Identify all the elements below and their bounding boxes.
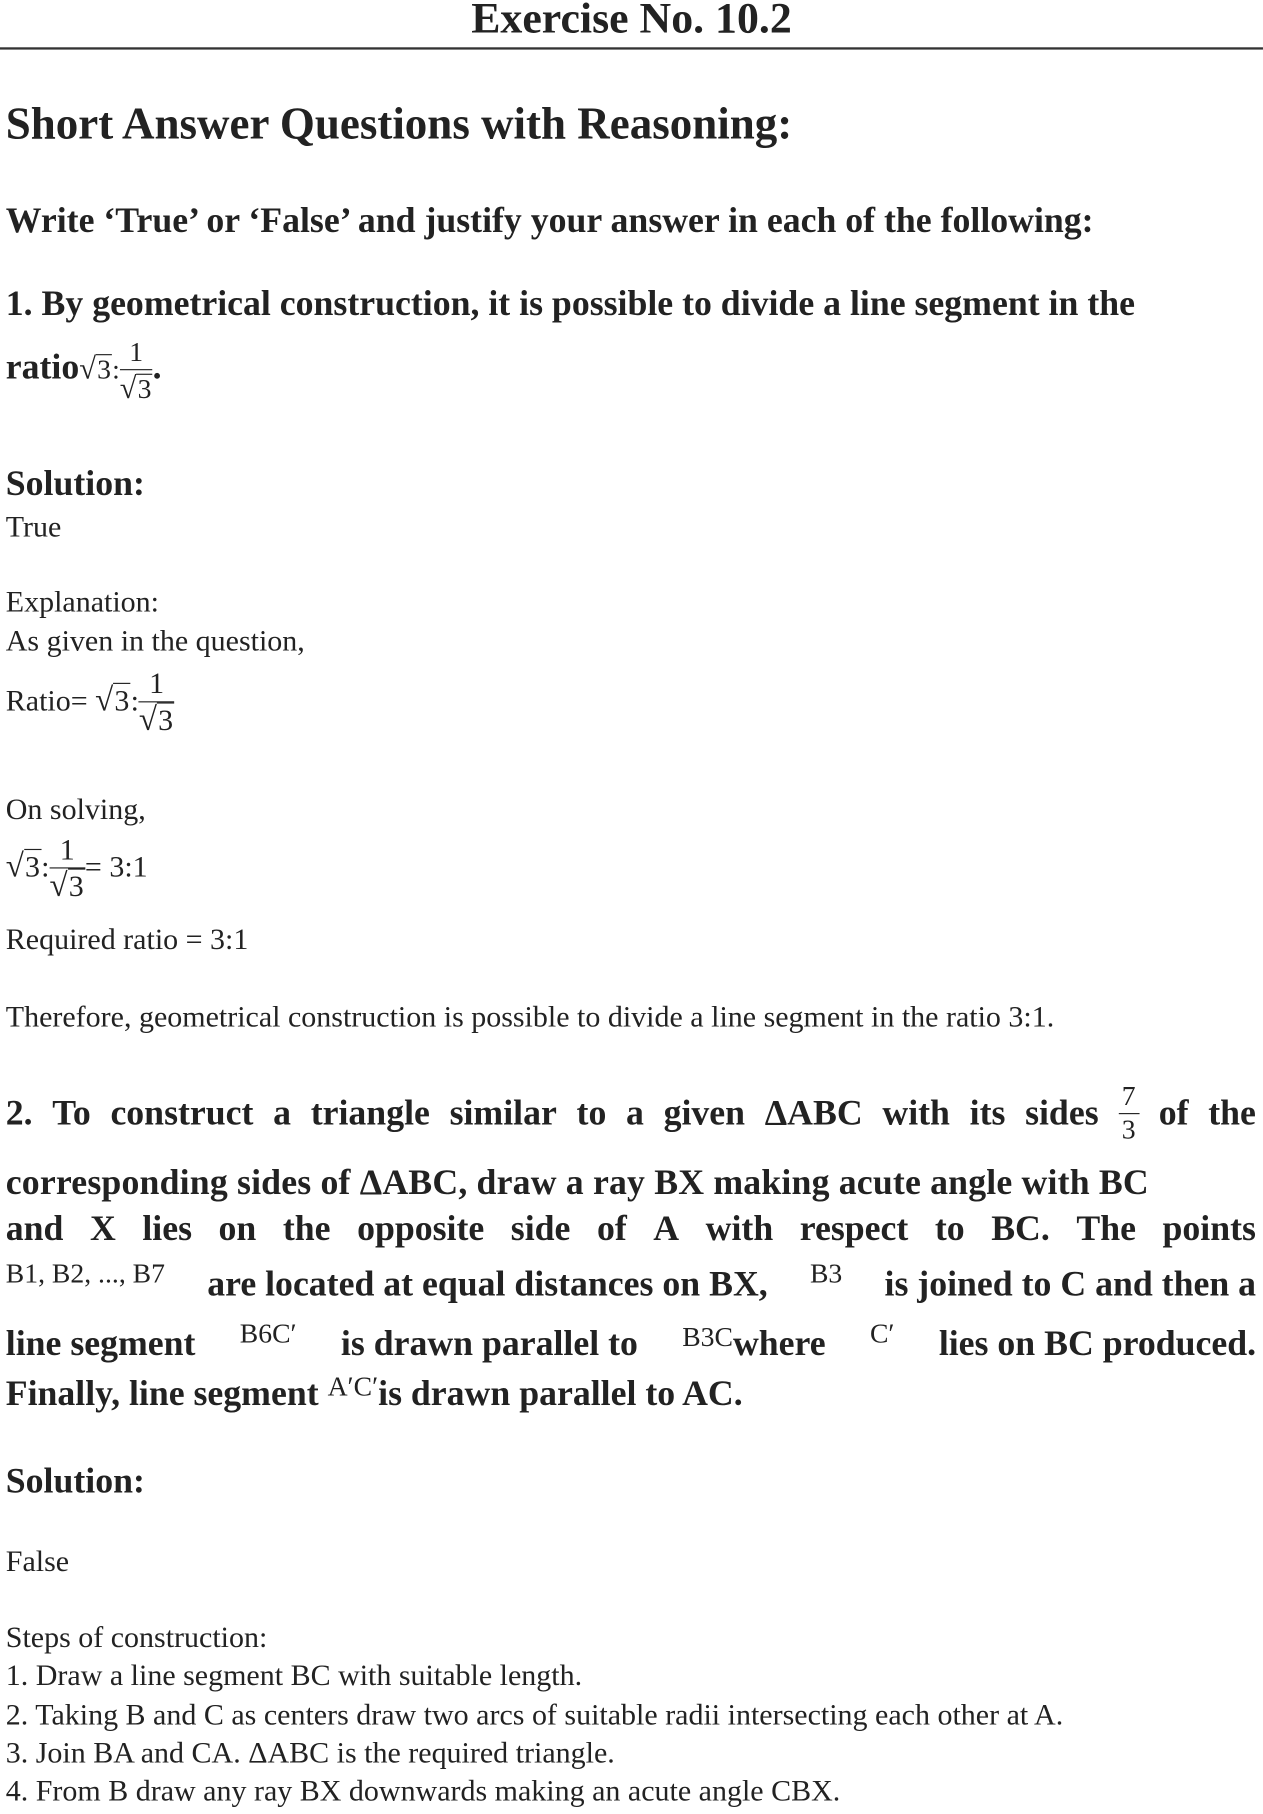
q1-explanation-label: Explanation: bbox=[5, 584, 160, 619]
q2-steps-label: Steps of construction: bbox=[5, 1620, 268, 1654]
q2-line3: and X lies on the opposite side of A with respect to BC. The points bbox=[5, 1207, 1256, 1248]
q2-line2: corresponding sides of ΔABC, draw a ray BX making acute angle with BC bbox=[5, 1161, 1149, 1202]
sqrt-3: √3 bbox=[79, 350, 111, 386]
q2-line4: B1, B2, ..., B7 are located at equal distances on BX, B3 is joined to C and then a bbox=[5, 1259, 1257, 1304]
q1-solution-label: Solution: bbox=[5, 462, 145, 503]
page-title: Exercise No. 10.2 bbox=[471, 0, 792, 43]
q1-solving: On solving, bbox=[5, 792, 146, 826]
q1-line1 bbox=[6, 280, 1256, 326]
q2-line5: line segment B6C′ is drawn parallel to $^{B3C}$where C′ lies on BC produced. bbox=[5, 1319, 1257, 1364]
fraction-7-over-3: $\frac{7}{3}$ bbox=[1118, 1083, 1139, 1159]
q2-step: 2. Taking B and C as centers draw two arcs of suitable radii intersecting each other at A. bbox=[5, 1697, 1064, 1732]
q1-ratio-word: ratio bbox=[5, 346, 80, 387]
q1-line2: ratio√3: $\frac{1}{√3}$ . bbox=[6, 334, 162, 415]
q2-answer: False bbox=[5, 1544, 70, 1578]
q1-given: As given in the question, bbox=[5, 623, 305, 658]
section-heading: Short Answer Questions with Reasoning: bbox=[5, 99, 793, 149]
q1-required: Required ratio = 3:1 bbox=[5, 922, 249, 957]
q1-conclusion: Therefore, geometrical construction is possible to divide a line segment in the ratio 3:1. bbox=[5, 999, 1055, 1034]
q2-line1: 2. To construct a triangle similar to a given ΔABC with its sides $\frac{7}{3}$ of the bbox=[6, 1090, 1256, 1159]
q1-answer: True bbox=[5, 509, 62, 544]
title-divider bbox=[0, 47, 1263, 49]
q1-equation: √3: $\frac{1}{√3}$ = 3:1 bbox=[5, 833, 148, 905]
q1-text: 1. By geometrical construction, it is possible to divide a line segment in the bbox=[5, 282, 1135, 323]
q2-step: 4. From B draw any ray BX downwards making an acute angle CBX. bbox=[5, 1773, 841, 1808]
q2-line6: Finally, line segment $^{A'C'}$is drawn parallel to AC. bbox=[5, 1372, 743, 1413]
q2-solution-label: Solution: bbox=[5, 1460, 145, 1501]
q2-step: 1. Draw a line segment BC with suitable length. bbox=[5, 1658, 583, 1693]
q1-ratio-line: Ratio= √3: $\frac{1}{√3}$ bbox=[5, 666, 174, 739]
fraction-1-over-sqrt3: $\frac{1}{√3}$ bbox=[119, 338, 152, 406]
instruction: Write ‘True’ or ‘False’ and justify your answer in each of the following: bbox=[5, 199, 1094, 240]
q2-step: 3. Join BA and CA. ΔABC is the required triangle. bbox=[5, 1735, 615, 1770]
